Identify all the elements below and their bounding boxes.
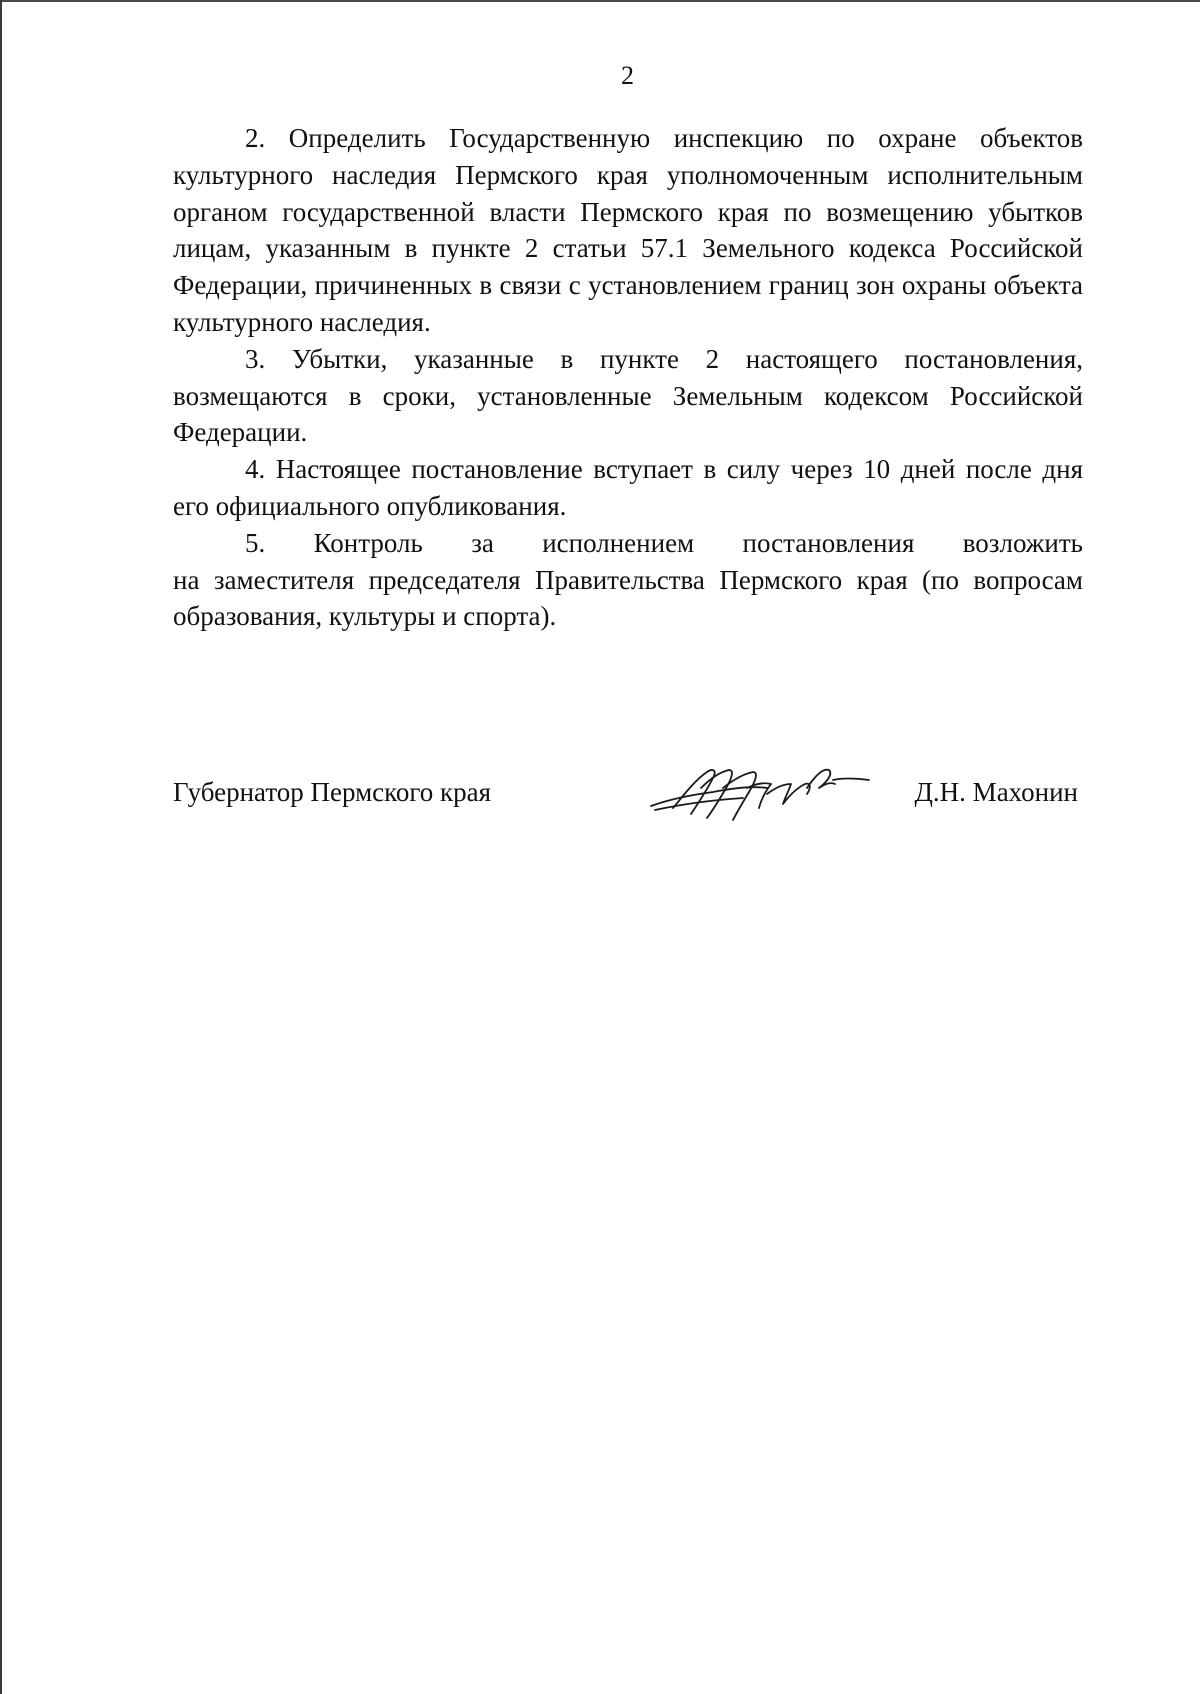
signature-block bbox=[173, 758, 1078, 828]
paragraph-3: 3. Убытки, указанные в пункте 2 настоящего постановления, возмещаются в сроки, установленные Земельным кодексом Российской Федерации. bbox=[173, 343, 1083, 448]
handwritten-signature bbox=[643, 758, 873, 828]
paragraph-5-first-line: 5. Контроль за исполнением постановления возложить bbox=[245, 527, 1083, 558]
signatory-title: Губернатор Пермского края bbox=[173, 777, 492, 807]
scan-edge-top bbox=[0, 0, 1200, 2]
paragraph-4: 4. Настоящее постановление вступает в силу через 10 дней после дня его официального опубликования. bbox=[173, 454, 1083, 521]
signatory-name: Д.Н. Махонин bbox=[914, 777, 1078, 807]
document-body bbox=[173, 120, 1083, 635]
page-number: 2 bbox=[621, 61, 634, 90]
paragraph-5-rest: на заместителя председателя Правительства Пермского края (по вопросам образования, культуры и спорта). bbox=[173, 564, 1083, 632]
paragraph-2: 2. Определить Государственную инспекцию по охране объектов культурного наследия Пермского края уполномоченным исполнительным органом государственной власти Пермского края по возмещению убытков лицам, указанным в пункте 2 статьи 57.1 Земельного кодекса Российской Федерации, причиненных в связи с установлением границ зон охраны объекта культурного наследия. bbox=[173, 123, 1083, 337]
scan-edge-left bbox=[0, 0, 2, 1694]
